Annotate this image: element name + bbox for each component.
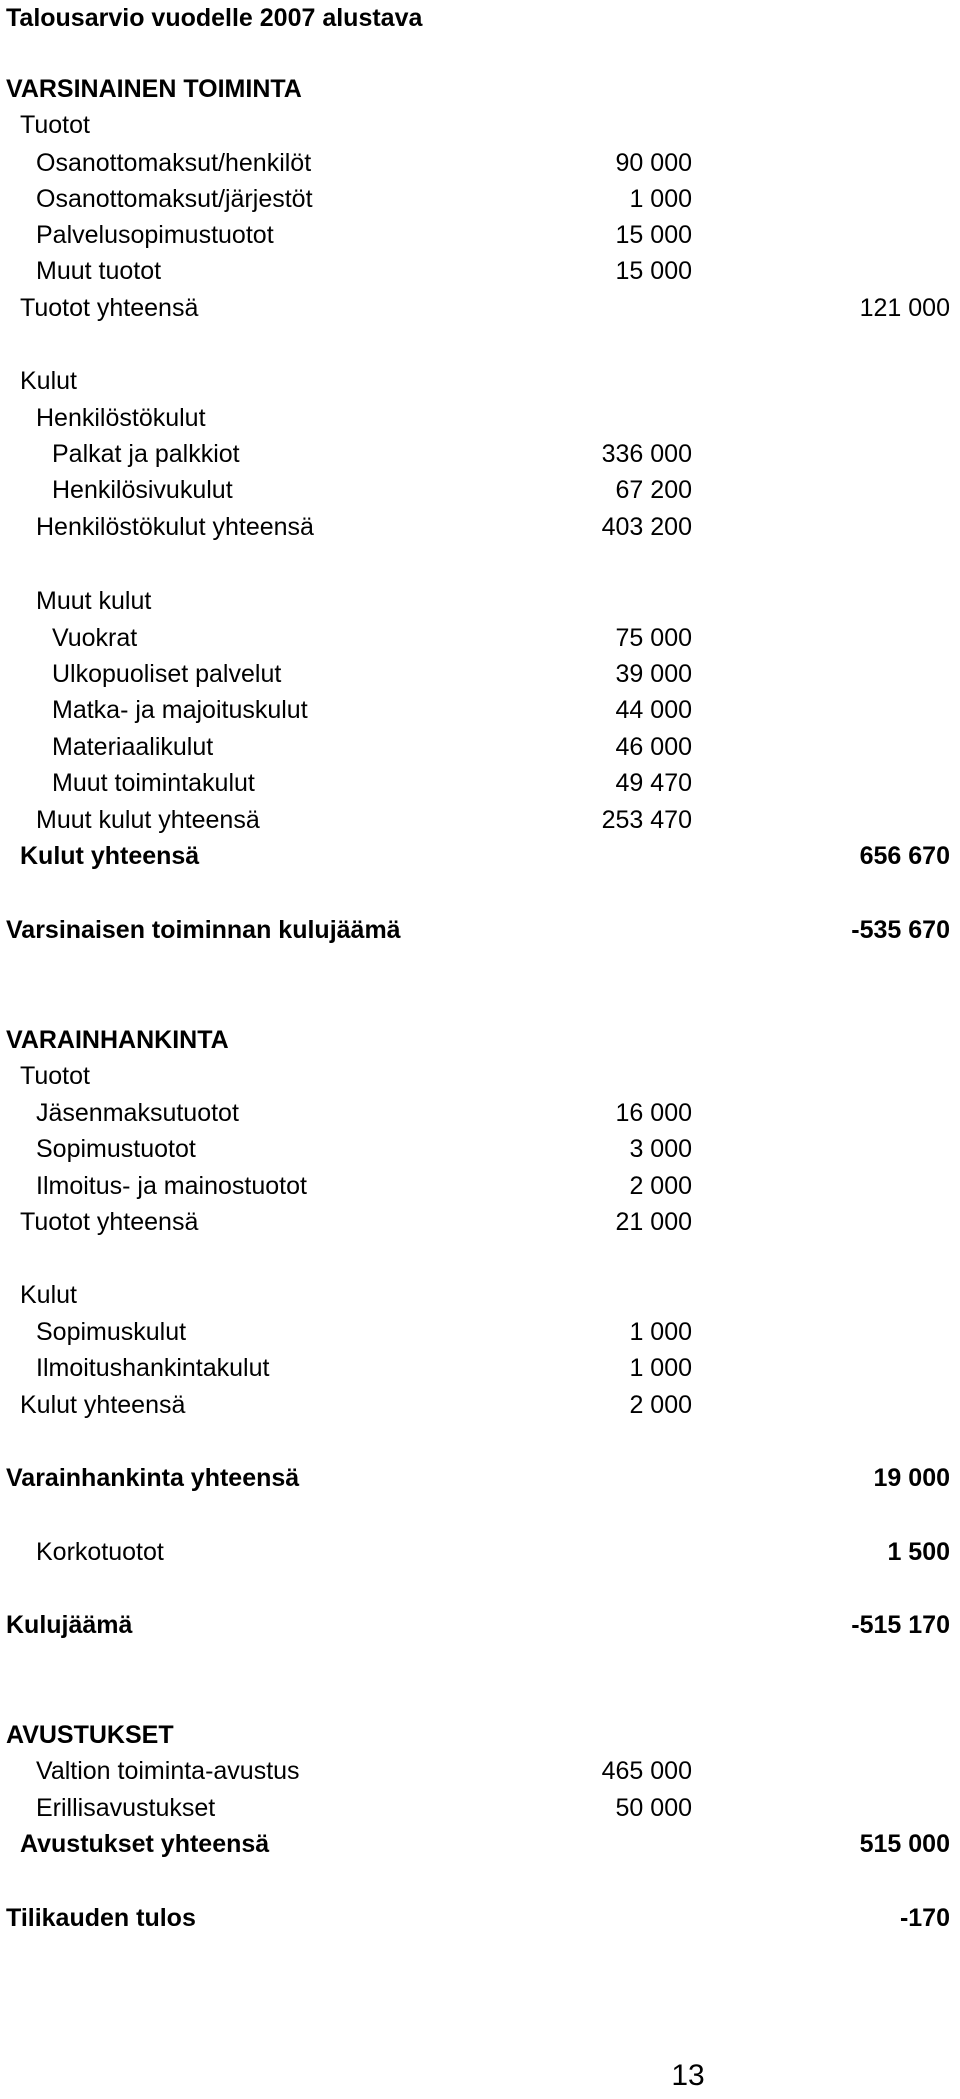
line-item-label: Vuokrat bbox=[52, 624, 138, 652]
page-number: 13 bbox=[671, 2059, 705, 2092]
result-value: -535 670 bbox=[851, 916, 950, 944]
line-item-row bbox=[0, 1314, 960, 1350]
line-item-value: 1 000 bbox=[629, 1354, 692, 1382]
line-item-row bbox=[0, 1350, 960, 1386]
line-item-row bbox=[0, 436, 960, 472]
total-row bbox=[0, 838, 960, 874]
result-label: Varsinaisen toiminnan kulujäämä bbox=[6, 916, 401, 944]
section-heading-row bbox=[0, 1717, 960, 1753]
interest-label: Korkotuotot bbox=[36, 1538, 164, 1566]
interest-row bbox=[0, 1534, 960, 1570]
line-item-value: 90 000 bbox=[615, 149, 692, 177]
line-item-label: Muut tuotot bbox=[36, 257, 162, 285]
line-item-row bbox=[0, 1790, 960, 1826]
subtotal-row bbox=[0, 1204, 960, 1240]
line-item-value: 75 000 bbox=[615, 624, 692, 652]
line-item-row bbox=[0, 692, 960, 728]
document-title: Talousarvio vuodelle 2007 alustava bbox=[6, 4, 423, 32]
subtotal-label: Kulut yhteensä bbox=[20, 1391, 186, 1419]
line-item-label: Materiaalikulut bbox=[52, 733, 214, 761]
line-item-label: Valtion toiminta-avustus bbox=[36, 1757, 300, 1785]
subtotal-value: 403 200 bbox=[601, 513, 692, 541]
subtotal-row bbox=[0, 802, 960, 838]
line-item-value: 46 000 bbox=[615, 733, 692, 761]
line-item-label: Henkilösivukulut bbox=[52, 476, 233, 504]
line-item-row bbox=[0, 181, 960, 217]
line-item-value: 49 470 bbox=[615, 769, 692, 797]
line-item-label: Muut toimintakulut bbox=[52, 769, 255, 797]
line-item-value: 15 000 bbox=[615, 221, 692, 249]
subgroup-label: Muut kulut bbox=[36, 587, 152, 615]
total-value: 515 000 bbox=[859, 1830, 950, 1858]
result-row bbox=[0, 1900, 960, 1936]
line-item-label: Ulkopuoliset palvelut bbox=[52, 660, 282, 688]
line-item-value: 2 000 bbox=[629, 1172, 692, 1200]
line-item-label: Ilmoitus- ja mainostuotot bbox=[36, 1172, 307, 1200]
line-item-row bbox=[0, 656, 960, 692]
section-heading: VARAINHANKINTA bbox=[6, 1026, 229, 1054]
total-row bbox=[0, 1826, 960, 1862]
line-item-value: 50 000 bbox=[615, 1794, 692, 1822]
interest-value: 1 500 bbox=[887, 1538, 950, 1566]
section-heading-row bbox=[0, 1022, 960, 1058]
subtotal-label: Muut kulut yhteensä bbox=[36, 806, 260, 834]
result-label: Kulujäämä bbox=[6, 1611, 133, 1639]
line-item-label: Matka- ja majoituskulut bbox=[52, 696, 308, 724]
subgroup-label-row bbox=[0, 400, 960, 436]
line-item-row bbox=[0, 145, 960, 181]
subtotal-value: 121 000 bbox=[859, 294, 950, 322]
result-label: Tilikauden tulos bbox=[6, 1904, 196, 1932]
line-item-row bbox=[0, 1753, 960, 1789]
line-item-value: 67 200 bbox=[615, 476, 692, 504]
result-value: -515 170 bbox=[851, 1611, 950, 1639]
line-item-value: 1 000 bbox=[629, 1318, 692, 1346]
subtotal-label: Tuotot yhteensä bbox=[20, 1208, 199, 1236]
line-item-value: 3 000 bbox=[629, 1135, 692, 1163]
total-value: 19 000 bbox=[873, 1464, 950, 1492]
group-label: Tuotot bbox=[20, 111, 90, 139]
group-label: Kulut bbox=[20, 367, 77, 395]
group-label-row bbox=[0, 107, 960, 143]
total-label: Avustukset yhteensä bbox=[20, 1830, 270, 1858]
subtotal-label: Henkilöstökulut yhteensä bbox=[36, 513, 314, 541]
line-item-label: Ilmoitushankintakulut bbox=[36, 1354, 270, 1382]
subtotal-row bbox=[0, 1387, 960, 1423]
line-item-value: 336 000 bbox=[601, 440, 692, 468]
subtotal-row bbox=[0, 290, 960, 326]
result-value: -170 bbox=[899, 1904, 950, 1932]
line-item-label: Osanottomaksut/järjestöt bbox=[36, 185, 313, 213]
total-label: Varainhankinta yhteensä bbox=[6, 1464, 300, 1492]
line-item-label: Sopimuskulut bbox=[36, 1318, 187, 1346]
line-item-label: Palkat ja palkkiot bbox=[52, 440, 240, 468]
subgroup-label: Henkilöstökulut bbox=[36, 404, 206, 432]
total-value: 656 670 bbox=[859, 842, 950, 870]
result-row bbox=[0, 912, 960, 948]
line-item-value: 465 000 bbox=[601, 1757, 692, 1785]
line-item-row bbox=[0, 217, 960, 253]
line-item-label: Palvelusopimustuotot bbox=[36, 221, 274, 249]
line-item-value: 15 000 bbox=[615, 257, 692, 285]
subtotal-value: 2 000 bbox=[629, 1391, 692, 1419]
line-item-row bbox=[0, 765, 960, 801]
group-label-row bbox=[0, 363, 960, 399]
subtotal-label: Tuotot yhteensä bbox=[20, 294, 199, 322]
section-heading: AVUSTUKSET bbox=[6, 1721, 174, 1749]
line-item-value: 39 000 bbox=[615, 660, 692, 688]
group-label-row bbox=[0, 1058, 960, 1094]
line-item-value: 1 000 bbox=[629, 185, 692, 213]
group-label: Tuotot bbox=[20, 1062, 90, 1090]
section-heading-row bbox=[0, 71, 960, 107]
subgroup-label-row bbox=[0, 583, 960, 619]
result-row bbox=[0, 1607, 960, 1643]
line-item-label: Erillisavustukset bbox=[36, 1794, 216, 1822]
total-label: Kulut yhteensä bbox=[20, 842, 200, 870]
group-label: Kulut bbox=[20, 1281, 77, 1309]
line-item-row bbox=[0, 1095, 960, 1131]
line-item-row bbox=[0, 472, 960, 508]
line-item-row bbox=[0, 729, 960, 765]
line-item-row bbox=[0, 253, 960, 289]
line-item-label: Osanottomaksut/henkilöt bbox=[36, 149, 312, 177]
line-item-row bbox=[0, 1168, 960, 1204]
total-row bbox=[0, 1460, 960, 1496]
section-heading: VARSINAINEN TOIMINTA bbox=[6, 75, 302, 103]
subtotal-value: 253 470 bbox=[601, 806, 692, 834]
line-item-label: Sopimustuotot bbox=[36, 1135, 196, 1163]
line-item-value: 16 000 bbox=[615, 1099, 692, 1127]
line-item-row bbox=[0, 1131, 960, 1167]
group-label-row bbox=[0, 1277, 960, 1313]
line-item-label: Jäsenmaksutuotot bbox=[36, 1099, 239, 1127]
line-item-row bbox=[0, 620, 960, 656]
subtotal-value: 21 000 bbox=[615, 1208, 692, 1236]
document-title-row bbox=[0, 0, 960, 36]
line-item-value: 44 000 bbox=[615, 696, 692, 724]
subtotal-row bbox=[0, 509, 960, 545]
